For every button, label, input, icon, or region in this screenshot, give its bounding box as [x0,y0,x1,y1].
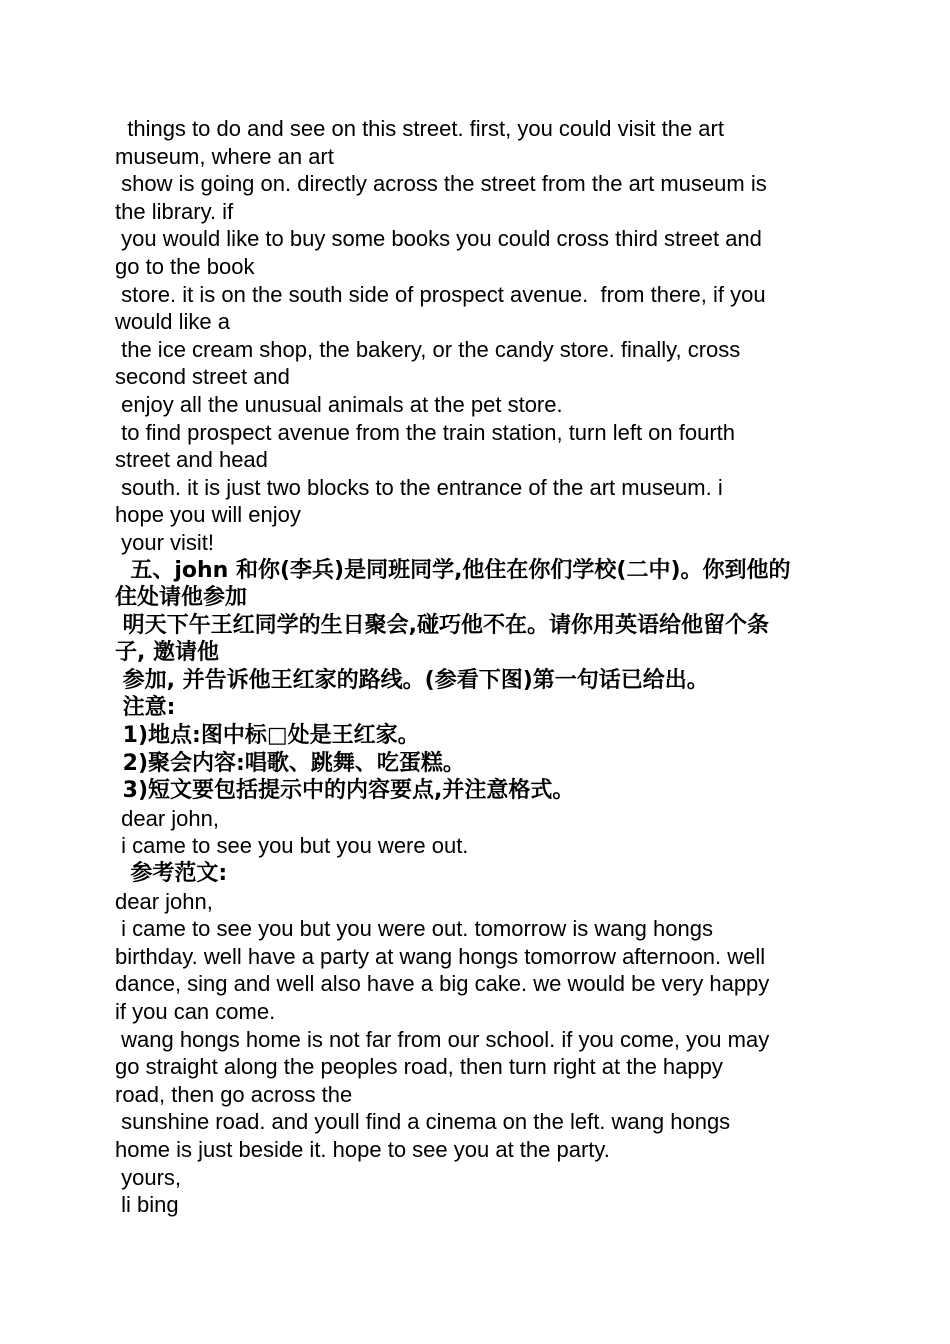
text-line: wang hongs home is not far from our school. if you come, you may [115,1026,770,1052]
text-line: dear john, [115,888,213,914]
text-line: yours, [115,1164,182,1190]
text-line: li bing [115,1192,179,1218]
text-line: street and head [115,447,268,473]
text-line: birthday. well have a party at wang hongs tomorrow afternoon. well [115,943,766,969]
note-item: 2)聚会内容:唱歌、跳舞、吃蛋糕。 [115,750,465,776]
exercise-instruction-line: 子, 邀请他 [115,640,220,666]
text-line: i came to see you but you were out. tomorrow is wang hongs [115,916,713,942]
text-line: go straight along the peoples road, then turn right at the happy [115,1054,723,1080]
exercise-instruction-line: 明天下午王红同学的生日聚会,碰巧他不在。请你用英语给他留个条 [115,612,770,638]
document-body [115,115,840,1219]
exercise-instruction-line: 参加, 并告诉他王红家的路线。(参看下图)第一句话已给出。 [115,667,709,693]
exercise-instruction-line: 住处请他参加 [115,585,248,611]
exercise-heading-line: 五、john 和你(李兵)是同班同学,他住在你们学校(二中)。你到他的 [115,557,791,583]
text-line: go to the book [115,253,255,279]
text-line: dear john, [115,805,219,831]
text-line: sunshine road. and youll find a cinema on the left. wang hongs [115,1109,731,1135]
note-item: 1)地点:图中标□处是王红家。 [115,723,420,749]
text-line: hope you will enjoy [115,502,301,528]
text-line: i came to see you but you were out. [115,833,469,859]
text-line: dance, sing and well also have a big cake. we would be very happy [115,971,770,997]
text-line: the ice cream shop, the bakery, or the candy store. finally, cross [115,336,741,362]
text-line: museum, where an art [115,143,334,169]
text-line: road, then go across the [115,1081,353,1107]
text-line: south. it is just two blocks to the entrance of the art museum. i [115,474,723,500]
text-line: the library. if [115,198,234,224]
text-line: home is just beside it. hope to see you at the party. [115,1136,610,1162]
text-line: show is going on. directly across the street from the art museum is [115,171,767,197]
text-line: your visit! [115,529,215,555]
text-line: second street and [115,364,290,390]
text-line: would like a [115,309,230,335]
sample-essay-heading: 参考范文: [115,861,228,887]
notes-heading: 注意: [115,695,176,721]
text-line: enjoy all the unusual animals at the pet store. [115,391,563,417]
text-line: to find prospect avenue from the train station, turn left on fourth [115,419,736,445]
note-item: 3)短文要包括提示中的内容要点,并注意格式。 [115,778,575,804]
text-line: store. it is on the south side of prospect avenue. from there, if you [115,281,766,307]
text-line: you would like to buy some books you could cross third street and [115,226,762,252]
text-line: if you can come. [115,999,276,1024]
text-line: things to do and see on this street. first, you could visit the art [115,116,724,141]
